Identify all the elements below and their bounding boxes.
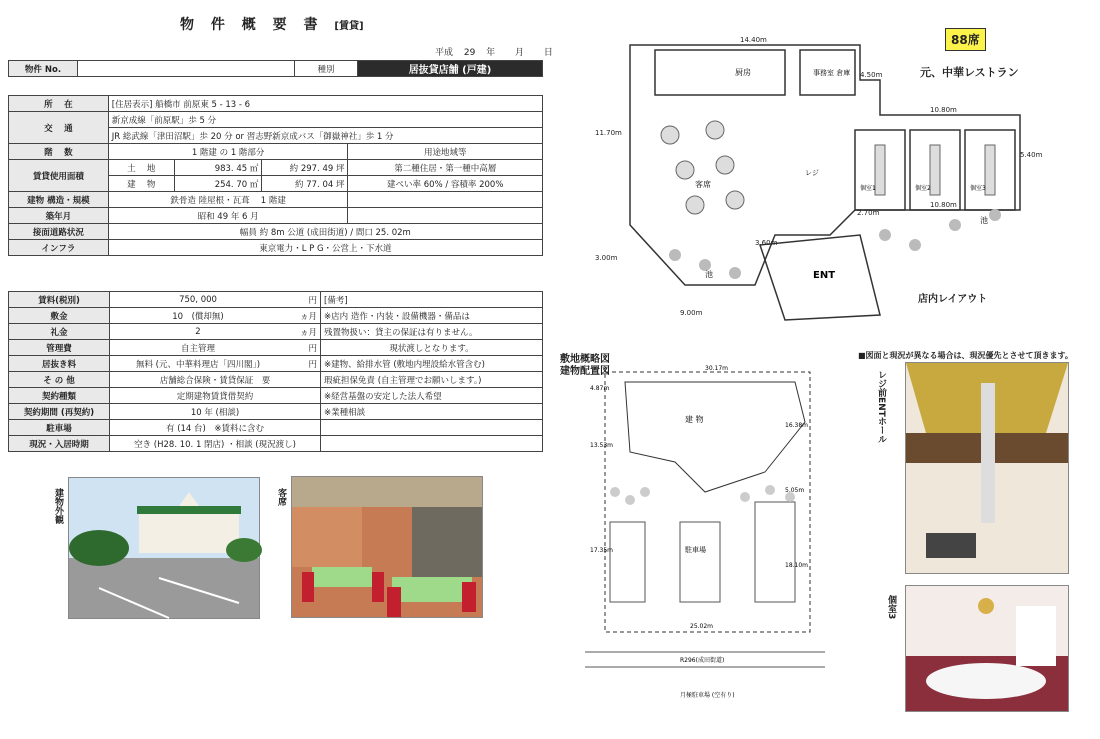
table-row — [9, 208, 543, 224]
building-sqm: 254. 70 ㎡ — [174, 176, 262, 192]
office-label: 事務室 倉庫 — [813, 69, 851, 77]
terms-table — [8, 291, 543, 452]
table-row — [9, 388, 543, 404]
remark-7: ※業種相談 — [321, 404, 543, 420]
remark-4: ※建物、給排水管 (敷地内埋設給水管含む) — [321, 356, 543, 372]
room2-label: 個室2 — [915, 185, 931, 192]
mgmt-value: 自主管理 — [110, 340, 287, 356]
property-no-label: 物件 No. — [9, 61, 78, 77]
structure-value: 鉄骨造 陸屋根・瓦葺 1 階建 — [108, 192, 348, 208]
traffic-line-1: 新京成線「前原駅」歩 5 分 — [108, 112, 542, 128]
table-row — [9, 112, 543, 128]
site-parking-label: 駐車場 — [685, 546, 706, 554]
rent-label: 賃料(税別) — [9, 292, 110, 308]
table-row — [9, 240, 543, 256]
blank-cell — [348, 208, 543, 224]
coverage-value: 建ぺい率 60% / 容積率 200% — [348, 176, 543, 192]
dim-label: 3.00m — [595, 254, 618, 262]
dim-label: 4.50m — [860, 71, 883, 79]
mgmt-unit: 円 — [286, 340, 321, 356]
traffic-label: 交 通 — [9, 112, 109, 144]
dim-label: 10.80m — [930, 201, 957, 209]
table-row — [9, 356, 543, 372]
reg-hall-photo-label: レジ前ENTホール — [876, 370, 886, 444]
structure-label: 建物 構造・規模 — [9, 192, 109, 208]
property-info-table — [8, 95, 543, 256]
site-building-label: 建 物 — [685, 415, 704, 424]
table-row — [9, 436, 543, 452]
road-value: 幅員 約 8m 公道 (成田街道) / 間口 25. 02m — [108, 224, 542, 240]
extra-parking-label: 月極駐車場 (空有り) — [680, 692, 735, 699]
floor-plan — [595, 35, 1043, 325]
dim-label: 2.70m — [857, 209, 880, 217]
seats-badge: 88席 — [945, 28, 986, 51]
exterior-photo — [68, 477, 260, 619]
room3-label: 個室3 — [970, 185, 986, 192]
goodwill-value: 無料 (元、中華料理店「四川閣」) — [110, 356, 287, 372]
infra-value: 東京電力・L P G・公営上・下水道 — [108, 240, 542, 256]
restaurant-label: 元、中華レストラン — [920, 66, 1019, 79]
period-label: 契約期間 (再契約) — [9, 404, 110, 420]
title-text: 物 件 概 要 書 — [180, 17, 324, 33]
remark-5: 瑕疵担保免責 (自主管理でお願いします。) — [321, 372, 543, 388]
dim-label: 13.53m — [590, 442, 614, 449]
property-no-value — [78, 61, 295, 77]
area-label: 賃貸使用面積 — [9, 160, 109, 192]
dim-label: 10.80m — [930, 106, 957, 114]
status-value: 空き (H28. 10. 1 閉店) ・相談 (現況渡し) — [110, 436, 321, 452]
table-row — [9, 372, 543, 388]
location-value: [住居表示] 船橋市 前原東 5 - 13 - 6 — [108, 96, 542, 112]
land-tsubo: 約 297. 49 坪 — [262, 160, 348, 176]
dim-label: 11.70m — [595, 129, 622, 137]
dim-label: 5.40m — [1020, 151, 1043, 159]
remark-3: 現状渡しとなります。 — [321, 340, 543, 356]
pond-label-2: 池 — [980, 216, 988, 225]
table-row — [9, 340, 543, 356]
table-row — [9, 224, 543, 240]
parking-label: 駐車場 — [9, 420, 110, 436]
dim-label: 17.35m — [590, 547, 614, 554]
register-label: レジ — [805, 169, 819, 177]
deposit-label: 敷金 — [9, 308, 110, 324]
dining-photo-label: 客席 — [276, 488, 286, 506]
blank-cell — [321, 436, 543, 452]
table-row — [9, 420, 543, 436]
building-tsubo: 約 77. 04 坪 — [262, 176, 348, 192]
dim-label: 30.17m — [705, 365, 729, 372]
pond-label-1: 池 — [705, 270, 713, 279]
built-label: 築年月 — [9, 208, 109, 224]
layout-label: 店内レイアウト — [918, 294, 988, 305]
remark-2: 残置物扱い：貸主の保証は有りません。 — [321, 324, 543, 340]
road-label: R296(成田街道) — [680, 657, 725, 664]
dim-label: 5.05m — [785, 487, 805, 494]
siteplan-title-1: 敷地概略図 — [560, 354, 610, 365]
other-label: そ の 他 — [9, 372, 110, 388]
goodwill-unit: 円 — [286, 356, 321, 372]
traffic-line-2: JR 総武線「津田沼駅」歩 20 分 or 習志野新京成バス「御嶽神社」歩 1 分 — [108, 128, 542, 144]
dim-label: 16.38m — [785, 422, 809, 429]
table-row — [9, 308, 543, 324]
period-value: 10 年 (相談) — [110, 404, 321, 420]
document-title — [180, 14, 364, 34]
kitchen-label: 厨房 — [735, 68, 751, 77]
type-value: 居抜貸店舗 (戸建) — [358, 61, 543, 77]
goodwill-label: 居抜き料 — [9, 356, 110, 372]
blank-cell — [348, 192, 543, 208]
entrance-label: ENT — [813, 270, 836, 281]
land-label: 土 地 — [108, 160, 174, 176]
table-row — [9, 144, 543, 160]
dim-label: 14.40m — [740, 36, 767, 44]
table-row — [9, 160, 543, 176]
rent-unit: 円 — [286, 292, 321, 308]
deposit-value: 10 (償却無) — [110, 308, 287, 324]
room1-label: 個室1 — [860, 185, 876, 192]
table-row — [9, 96, 543, 112]
contract-label: 契約種類 — [9, 388, 110, 404]
table-row — [9, 192, 543, 208]
type-label: 種別 — [295, 61, 358, 77]
property-no-table — [8, 60, 543, 77]
mgmt-label: 管理費 — [9, 340, 110, 356]
land-sqm: 983. 45 ㎡ — [174, 160, 262, 176]
hall-photo — [905, 362, 1069, 574]
dim-label: 25.02m — [690, 623, 714, 630]
zoning-value: 第二種住居・第一種中高層 — [348, 160, 543, 176]
road-label: 接面道路状況 — [9, 224, 109, 240]
remarks-label: [備考] — [321, 292, 543, 308]
rent-value: 750, 000 — [110, 292, 287, 308]
title-suffix: [賃貸] — [334, 21, 364, 32]
zoning-header: 用途地域等 — [348, 144, 543, 160]
table-row — [9, 292, 543, 308]
blank-cell — [321, 420, 543, 436]
building-label: 建 物 — [108, 176, 174, 192]
notice-text: ■図面と現況が異なる場合は、現況優先とさせて頂きます。 — [858, 351, 1073, 360]
key-money-label: 礼金 — [9, 324, 110, 340]
remark-6: ※経営基盤の安定した法人希望 — [321, 388, 543, 404]
site-plan — [585, 362, 825, 712]
deposit-unit: ヵ月 — [286, 308, 321, 324]
infra-label: インフラ — [9, 240, 109, 256]
floors-label: 階 数 — [9, 144, 109, 160]
key-money-unit: ヵ月 — [286, 324, 321, 340]
parking-value: 有 (14 台) ※賃料に含む — [110, 420, 321, 436]
document-date: 平成 29 年 月 日 — [435, 48, 553, 58]
table-row — [9, 324, 543, 340]
exterior-photo-label: 建物外観 — [53, 488, 63, 524]
siteplan-title-2: 建物配置図 — [560, 366, 610, 377]
floors-value: 1 階建 の 1 階部分 — [108, 144, 348, 160]
dining-photo — [291, 476, 483, 618]
room3-photo — [905, 585, 1069, 712]
dim-label: 9.00m — [680, 309, 703, 317]
dining-area-label: 客席 — [695, 180, 711, 189]
remark-1: ※店内 造作・内装・設備機器・備品は — [321, 308, 543, 324]
status-label: 現況・入居時期 — [9, 436, 110, 452]
dim-label: 4.87m — [590, 385, 610, 392]
room3-photo-label: 個室3 — [886, 595, 896, 620]
dim-label: 3.60m — [755, 239, 778, 247]
table-row — [9, 404, 543, 420]
built-value: 昭和 49 年 6 月 — [108, 208, 348, 224]
contract-value: 定期建物賃貸借契約 — [110, 388, 321, 404]
other-value: 店舗総合保険・賃貸保証 要 — [110, 372, 321, 388]
dim-label: 18.10m — [785, 562, 809, 569]
key-money-value: 2 — [110, 324, 287, 340]
location-label: 所 在 — [9, 96, 109, 112]
